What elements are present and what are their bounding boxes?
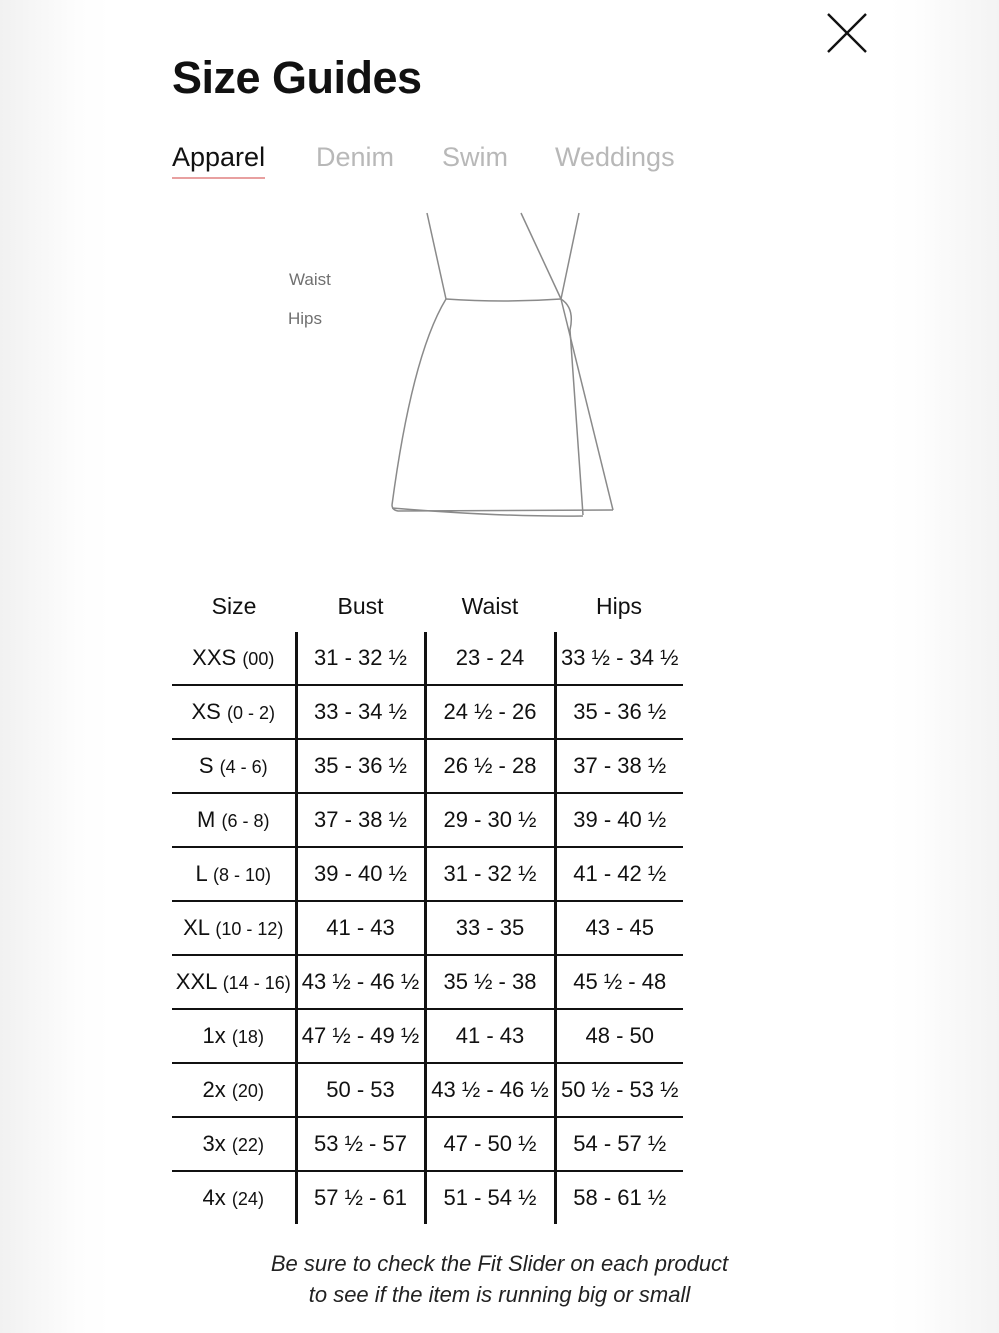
size-cell <box>172 1117 296 1171</box>
size-label: M <box>197 807 216 832</box>
hips-cell: 48 - 50 <box>555 1009 683 1063</box>
hips-cell: 54 - 57 ½ <box>555 1117 683 1171</box>
waist-cell: 43 ½ - 46 ½ <box>425 1063 555 1117</box>
size-label: 1x <box>202 1023 226 1048</box>
waist-label: Waist <box>289 270 331 289</box>
bust-cell: 39 - 40 ½ <box>296 847 425 901</box>
size-label: S <box>198 753 214 778</box>
waist-cell: 24 ½ - 26 <box>425 685 555 739</box>
fit-note-line-2: to see if the item is running big or small <box>308 1282 691 1307</box>
bust-cell: 31 - 32 ½ <box>296 632 425 685</box>
waist-cell: 29 - 30 ½ <box>425 793 555 847</box>
table-header-row <box>172 580 683 632</box>
waist-cell: 35 ½ - 38 <box>425 955 555 1009</box>
size-cell <box>172 1063 296 1117</box>
table-row <box>172 901 683 955</box>
size-range: (18) <box>231 1027 264 1047</box>
waist-cell: 31 - 32 ½ <box>425 847 555 901</box>
size-label: 4x <box>202 1185 226 1210</box>
bust-cell: 41 - 43 <box>296 901 425 955</box>
waist-cell: 23 - 24 <box>425 632 555 685</box>
wrap-skirt-illustration <box>380 205 630 530</box>
header-size: Size <box>211 592 257 619</box>
hips-cell: 35 - 36 ½ <box>555 685 683 739</box>
hips-label: Hips <box>288 309 323 328</box>
bust-cell: 53 ½ - 57 <box>296 1117 425 1171</box>
bust-cell: 43 ½ - 46 ½ <box>296 955 425 1009</box>
size-label: XL <box>183 915 210 940</box>
bust-cell: 37 - 38 ½ <box>296 793 425 847</box>
left-edge-shade <box>0 0 110 1333</box>
size-label: XXS <box>192 645 237 670</box>
waist-cell: 26 ½ - 28 <box>425 739 555 793</box>
tab-denim[interactable]: Denim <box>316 142 395 172</box>
hips-cell: 33 ½ - 34 ½ <box>555 632 683 685</box>
size-chart-table <box>172 580 683 1224</box>
size-cell <box>172 847 296 901</box>
fit-note-line-1: Be sure to check the Fit Slider on each product <box>270 1251 729 1276</box>
size-range: (14 - 16) <box>222 973 291 993</box>
tab-swim[interactable]: Swim <box>442 142 508 172</box>
hips-cell: 39 - 40 ½ <box>555 793 683 847</box>
bust-cell: 47 ½ - 49 ½ <box>296 1009 425 1063</box>
size-cell <box>172 1171 296 1224</box>
table-row <box>172 955 683 1009</box>
bust-cell: 33 - 34 ½ <box>296 685 425 739</box>
right-edge-shade <box>889 0 999 1333</box>
size-cell <box>172 685 296 739</box>
table-row <box>172 739 683 793</box>
table-row <box>172 1171 683 1224</box>
tab-apparel[interactable]: Apparel <box>172 142 266 172</box>
size-range: (00) <box>242 649 275 669</box>
size-label: 3x <box>202 1131 226 1156</box>
hips-cell: 37 - 38 ½ <box>555 739 683 793</box>
bust-cell: 57 ½ - 61 <box>296 1171 425 1224</box>
size-range: (6 - 8) <box>221 811 270 831</box>
hips-cell: 50 ½ - 53 ½ <box>555 1063 683 1117</box>
header-hips: Hips <box>595 592 642 619</box>
table-row <box>172 1117 683 1171</box>
table-row <box>172 1009 683 1063</box>
hips-cell: 43 - 45 <box>555 901 683 955</box>
waist-cell: 33 - 35 <box>425 901 555 955</box>
waist-cell: 41 - 43 <box>425 1009 555 1063</box>
tab-weddings[interactable]: Weddings <box>555 142 675 172</box>
size-range: (4 - 6) <box>219 757 268 777</box>
table-row <box>172 632 683 685</box>
size-cell <box>172 901 296 955</box>
close-icon <box>824 10 870 56</box>
table-row <box>172 847 683 901</box>
header-waist: Waist <box>461 592 519 619</box>
size-range: (22) <box>231 1135 264 1155</box>
size-label: 2x <box>202 1077 226 1102</box>
size-range: (10 - 12) <box>215 919 284 939</box>
header-bust: Bust <box>337 592 384 619</box>
size-label: L <box>195 861 207 886</box>
waist-cell: 47 - 50 ½ <box>425 1117 555 1171</box>
table-row <box>172 685 683 739</box>
hips-cell: 45 ½ - 48 <box>555 955 683 1009</box>
size-cell <box>172 793 296 847</box>
size-cell <box>172 1009 296 1063</box>
waist-cell: 51 - 54 ½ <box>425 1171 555 1224</box>
fit-slider-note <box>172 1248 827 1310</box>
table-row <box>172 793 683 847</box>
size-range: (20) <box>231 1081 264 1101</box>
size-range: (24) <box>231 1189 264 1209</box>
hips-cell: 41 - 42 ½ <box>555 847 683 901</box>
size-cell <box>172 955 296 1009</box>
bust-cell: 35 - 36 ½ <box>296 739 425 793</box>
size-label: XXL <box>175 969 217 994</box>
bust-cell: 50 - 53 <box>296 1063 425 1117</box>
size-range: (8 - 10) <box>213 865 272 885</box>
size-range: (0 - 2) <box>226 703 275 723</box>
size-cell <box>172 739 296 793</box>
size-label: XS <box>191 699 221 724</box>
table-row <box>172 1063 683 1117</box>
close-button[interactable] <box>824 10 870 56</box>
size-cell <box>172 632 296 685</box>
hips-cell: 58 - 61 ½ <box>555 1171 683 1224</box>
page-title: Size Guides <box>172 52 422 103</box>
